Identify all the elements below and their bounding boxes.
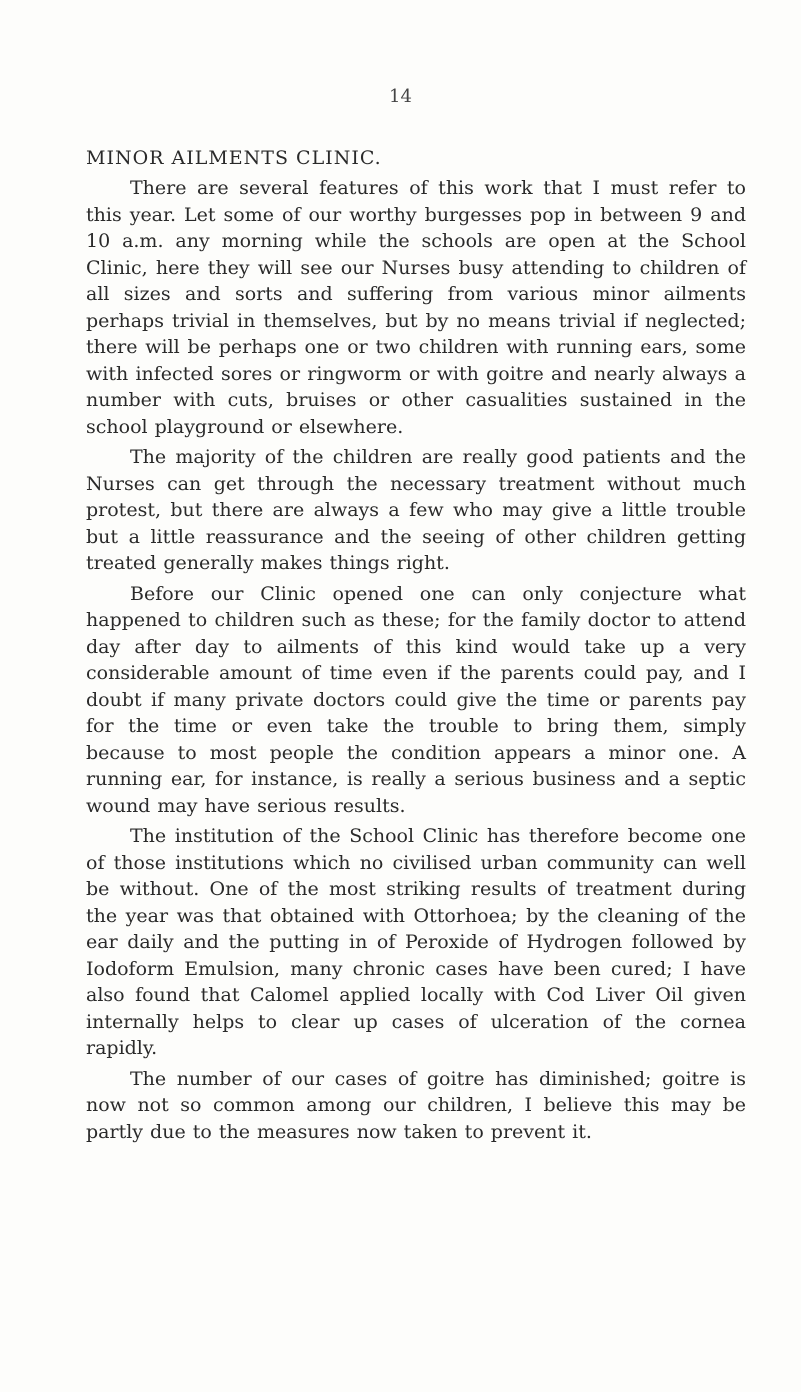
page-number: 14 <box>389 86 412 107</box>
paragraph: The number of our cases of goitre has diminished; goitre is now not so common among our children, I believe this may be partly due to the measures now taken to prevent it. <box>86 1067 746 1143</box>
paragraph: Before our Clinic opened one can only conjecture what happened to children such as these; for the family doctor to attend day after day to ailments of this kind would take up a very considerable amount of time even if the parents could pay, and I doubt if many private doctors could give the time or parents pay for the time or even take the trouble to bring them, simply because to most people the condition appears a minor one. A running ear, for instance, is really a serious business and a septic wound may have serious results. <box>86 582 746 817</box>
report-section <box>86 144 746 1145</box>
paragraph: The institution of the School Clinic has therefore become one of those institutions which no civilised urban community can well be without. One of the most striking results of treatment during the year was that obtained with Ottorhoea; by the cleaning of the ear daily and the putting in of Peroxide of Hydrogen followed by Iodoform Emulsion, many chronic cases have been cured; I have also found that Calomel applied locally with Cod Liver Oil given internally helps to clear up cases of ulceration of the cornea rapidly. <box>86 825 746 1059</box>
section-heading: MINOR AILMENTS CLINIC. <box>86 147 382 169</box>
paragraph: There are several features of this work that I must refer to this year. Let some of our worthy burgesses pop in between 9 and 10 a.m. any morning while the schools are open at the School Clinic, here they will see our Nurses busy attending to children of all sizes and sorts and suffering from various minor ailments perhaps trivial in themselves, but by no means trivial if neglected; there will be perhaps one or two children with running ears, some with infected sores or ringworm or with goitre and nearly always a number with cuts, bruises or other casualities sustained in the school playground or elsewhere. <box>86 177 746 438</box>
paragraph: The majority of the children are really good patients and the Nurses can get through the necessary treatment without much protest, but there are always a few who may give a little trouble but a little reassurance and the seeing of other children getting treated generally makes things right. <box>86 446 746 574</box>
